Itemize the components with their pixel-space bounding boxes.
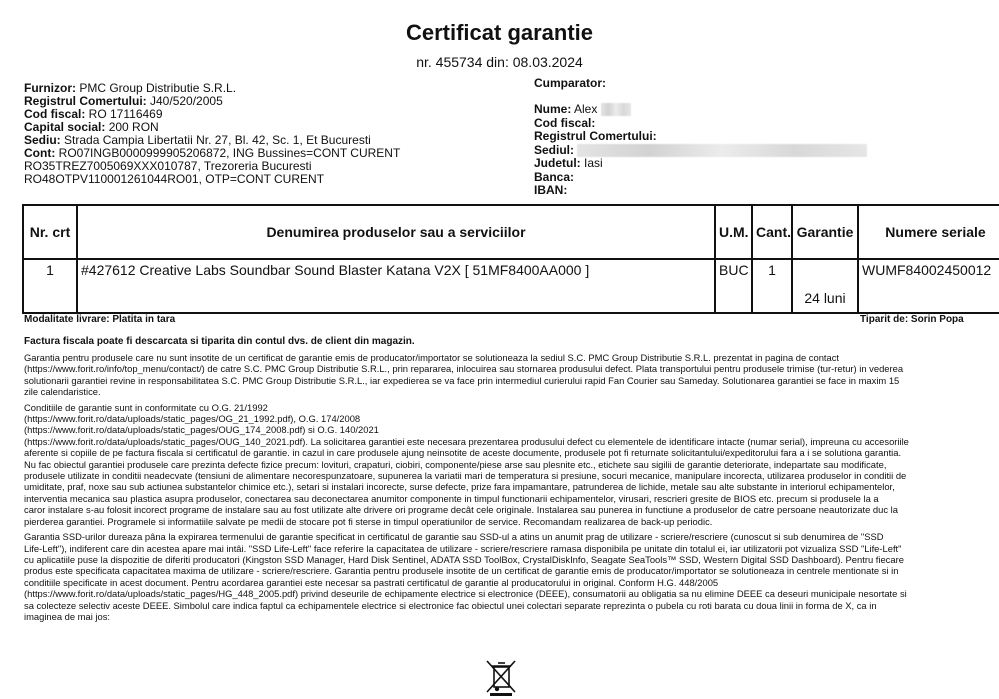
document-title: Certificat garantie (405, 20, 594, 45)
text-line: Garantia SSD-urilor dureaza pâna la expirarea termenului de garantie specificat in certificatul de garantie sau SSD-ul a atins un anumit prag de utilizare - scriere/rescriere (cunoscut si sub denumirea de "SSD (24, 531, 884, 543)
buyer-iban: IBAN: (534, 183, 568, 197)
text-line: produs este specificata capacitatea maxima de utilizare - scriere/rescriere. Garantia pentru produsele insotite de un certificat de garantie emis de producator/importator se solutioneaza in centrele mentionate si in (24, 565, 899, 577)
cell-warranty: 24 luni (792, 259, 858, 313)
cell-product-name: #427612 Creative Labs Soundbar Sound Blaster Katana V2X [ 51MF8400AA000 ] (77, 259, 715, 313)
terms-paragraph (24, 531, 982, 622)
warranty-terms (24, 352, 982, 626)
buyer-title: Cumparator: (534, 76, 607, 90)
delivery-method: Modalitate livrare: Platita in tara (24, 314, 176, 325)
supplier-name: Furnizor: PMC Group Distributie S.R.L. (24, 81, 237, 95)
supplier-fiscal-code: Cod fiscal: RO 17116469 (24, 107, 163, 121)
supplier-trade-register: Registrul Comertului: J40/520/2005 (24, 94, 223, 108)
redacted-area (577, 144, 867, 157)
text-line: interventia mecanica sau plastica asupra produselor, conectarea sau deconectarea anumitor componente in timpul functionarii echipamentelor, virusari, rescrieri gresite de BIOS etc. precum si produsele la a (24, 492, 879, 504)
text-line: (https://www.forit.ro/data/uploads/static_pages/HG_448_2005.pdf) privind deseurile de echipamente electrice si electronice (DEEE), consumatorii au obligatia sa nu elimine DEEE ca deseuri municipale nesortate si (24, 588, 907, 600)
invoice-notice: Factura fiscala poate fi descarcata si tiparita din contul dvs. de client din magazin. (24, 336, 415, 347)
cell-quantity: 1 (752, 259, 792, 313)
table-header-row (23, 205, 999, 259)
text-line: solutionarii garantiei revine in responsabilitatea S.C. PMC Group Distributie S.R.L., iar expedierea se va face prin intermediul curierului rapid Fan Courier sau Sameday. Solutionarea garantiei se face in maxim 15 (24, 374, 900, 386)
text-line: (https://www.forit.ro/info/top_menu/contact/) de catre S.C. PMC Group Distributie S.R.L., prin repararea, inlocuirea sau stornarea produsului defect. Plata transportului pentru produsele trimise (tur-retur) in vederea (24, 363, 904, 375)
buyer-fiscal-code: Cod fiscal: (534, 115, 596, 130)
text-line: caror instalare s-au folosit incorect programe de instalare sau au fost utilizate alte drivere ori programe decât cele originale. Instalarea sau punerea in functiune a produselor de catre persoane neautorizate duc la (24, 504, 898, 516)
buyer-county: Judetul: Iasi (534, 156, 603, 170)
column-header: Nr. crt (23, 205, 77, 259)
buyer-address: Sediul: (534, 144, 994, 158)
supplier-block (24, 82, 524, 186)
supplier-account-line: RO35TREZ7005069XXX010787, Trezoreria Bucuresti (24, 159, 312, 173)
buyer-trade-register: Registrul Comertului: (534, 129, 657, 143)
cell-number: 1 (23, 259, 77, 313)
text-line: Life-Left"), indiferent care din acestea apare mai intâi. "SSD Life-Left" face referire la capacitatea de utilizare - scriere/rescriere ramasa disponibila pe unitate din totalul ei, iar utilizatorii pot vizualiza SSD "Life-Left" (24, 542, 902, 554)
text-line: Nu fac obiectul garantiei produsele care prezinta defecte fizice precum: lovituri, crapaturi, ciobiri, componente/piese arse sau plesnite etc., etichete sau sigilii de garantie deteriorate, indepartate sau modificate, (24, 458, 887, 470)
text-line: conditiile specificate in acest document. Pentru acordarea garantiei este necesar sa pastrati certificatul de garantie al producatorului in original. Conform H.G. 448/2005 (24, 576, 719, 588)
supplier-account-line: RO48OTPV110001261044RO01, OTP=CONT CURENT (24, 172, 325, 186)
text-line: (https://www.forit.ro/data/uploads/static_pages/OG_21_1992.pdf), O.G. 174/2008 (24, 413, 361, 425)
text-line: Conditiile de garantie sunt in conformitate cu O.G. 21/1992 (24, 401, 268, 413)
printed-by: Tiparit de: Sorin Popa (860, 314, 964, 325)
supplier-address: Sediu: Strada Campia Libertatii Nr. 27, Bl. 42, Sc. 1, Et Bucuresti (24, 133, 371, 147)
column-header: Garantie (792, 205, 858, 259)
supplier-account: Cont: RO07INGB0000999905206872, ING Bussines=CONT CURENT (24, 146, 401, 160)
text-line: sa colecteze selectiv aceste DEEE. Simbolul care indica faptul ca echipamentele electrice si electronice fac obiectul unei colectari separate reprezinta o pubela cu roti barata cu doua linii in forma de X, ca in (24, 599, 877, 611)
text-line: aferente si copiile de pe factura fiscala si certificatul de garantie. in cazul in care produsele ajung neinsotite de aceste documente, produsele pot fi returnate solicitantului/expeditorului fara a i se solutiona garantia. (24, 447, 902, 459)
buyer-block (534, 103, 994, 198)
buyer-name: Nume: Alex (534, 103, 994, 117)
crossed-out-wheelie-bin-icon (484, 658, 518, 696)
column-header: Denumirea produselor sau a serviciilor (77, 205, 715, 259)
text-line: imaginea de mai jos: (24, 610, 110, 622)
certificate-number: nr. 455734 din: 08.03.2024 (416, 54, 583, 70)
text-line: umiditate, praf, noxe sau sub actiunea substantelor chimice etc.), setari si instalari incorecte, surse defecte, prize fara impamantare, patrunderea de lichide, metale sau alte substante in interiorul echipamentelor, (24, 481, 895, 493)
column-header: Numere seriale (858, 205, 999, 259)
text-line: (https://www.forit.ro/data/uploads/static_pages/OUG_174_2008.pdf) si O.G. 140/2021 (24, 424, 379, 436)
text-line: zile calendaristice. (24, 386, 101, 398)
text-line: cu aplicatiile puse la dispozitie de diferiti producatori (Kingston SSD Manager, Hard Disk Sentinel, ADATA SSD ToolBox, CrystalDiskInfo, Seagate SeaTools™ SSD, Western Digital SSD Dashboard). Pentru fiecare (24, 553, 904, 565)
text-line: produsele utilizate in conditii neadecvate (tensiuni de alimentare necorespunzatoare, supunerea la variatii mari de temperatura si presiune, socuri mecanice, manipulare incorecta, utilizarea produselor in conditii de (24, 470, 907, 482)
redacted-area (601, 103, 631, 116)
column-header: U.M. (715, 205, 752, 259)
buyer-bank: Banca: (534, 169, 575, 184)
supplier-capital: Capital social: 200 RON (24, 120, 159, 134)
cell-unit: BUC (715, 259, 752, 313)
column-header: Cant. (752, 205, 792, 259)
terms-paragraph (24, 352, 982, 398)
table-row (23, 259, 999, 313)
cell-serial-number: WUMF84002450012 (858, 259, 999, 313)
terms-paragraph (24, 402, 982, 527)
text-line: (https://www.forit.ro/data/uploads/static_pages/OUG_140_2021.pdf). La solicitarea garantiei este necesara prezentarea produsului defect cu elementele de identificare intacte (numar serial), impreuna cu accesoriile (24, 435, 909, 447)
products-table (22, 204, 999, 314)
text-line: Garantia pentru produsele care nu sunt insotite de un certificat de garantie emis de producator/importator se solutioneaza la sediul S.C. PMC Group Distributie S.R.L. prezentat in pagina de contact (24, 352, 840, 363)
text-line: pierderea garantiei. Programele si informatiile salvate pe medii de stocare pot fi sterse in timpul operatiunilor de service. Recomandam realizarea de back-up periodic. (24, 515, 713, 527)
